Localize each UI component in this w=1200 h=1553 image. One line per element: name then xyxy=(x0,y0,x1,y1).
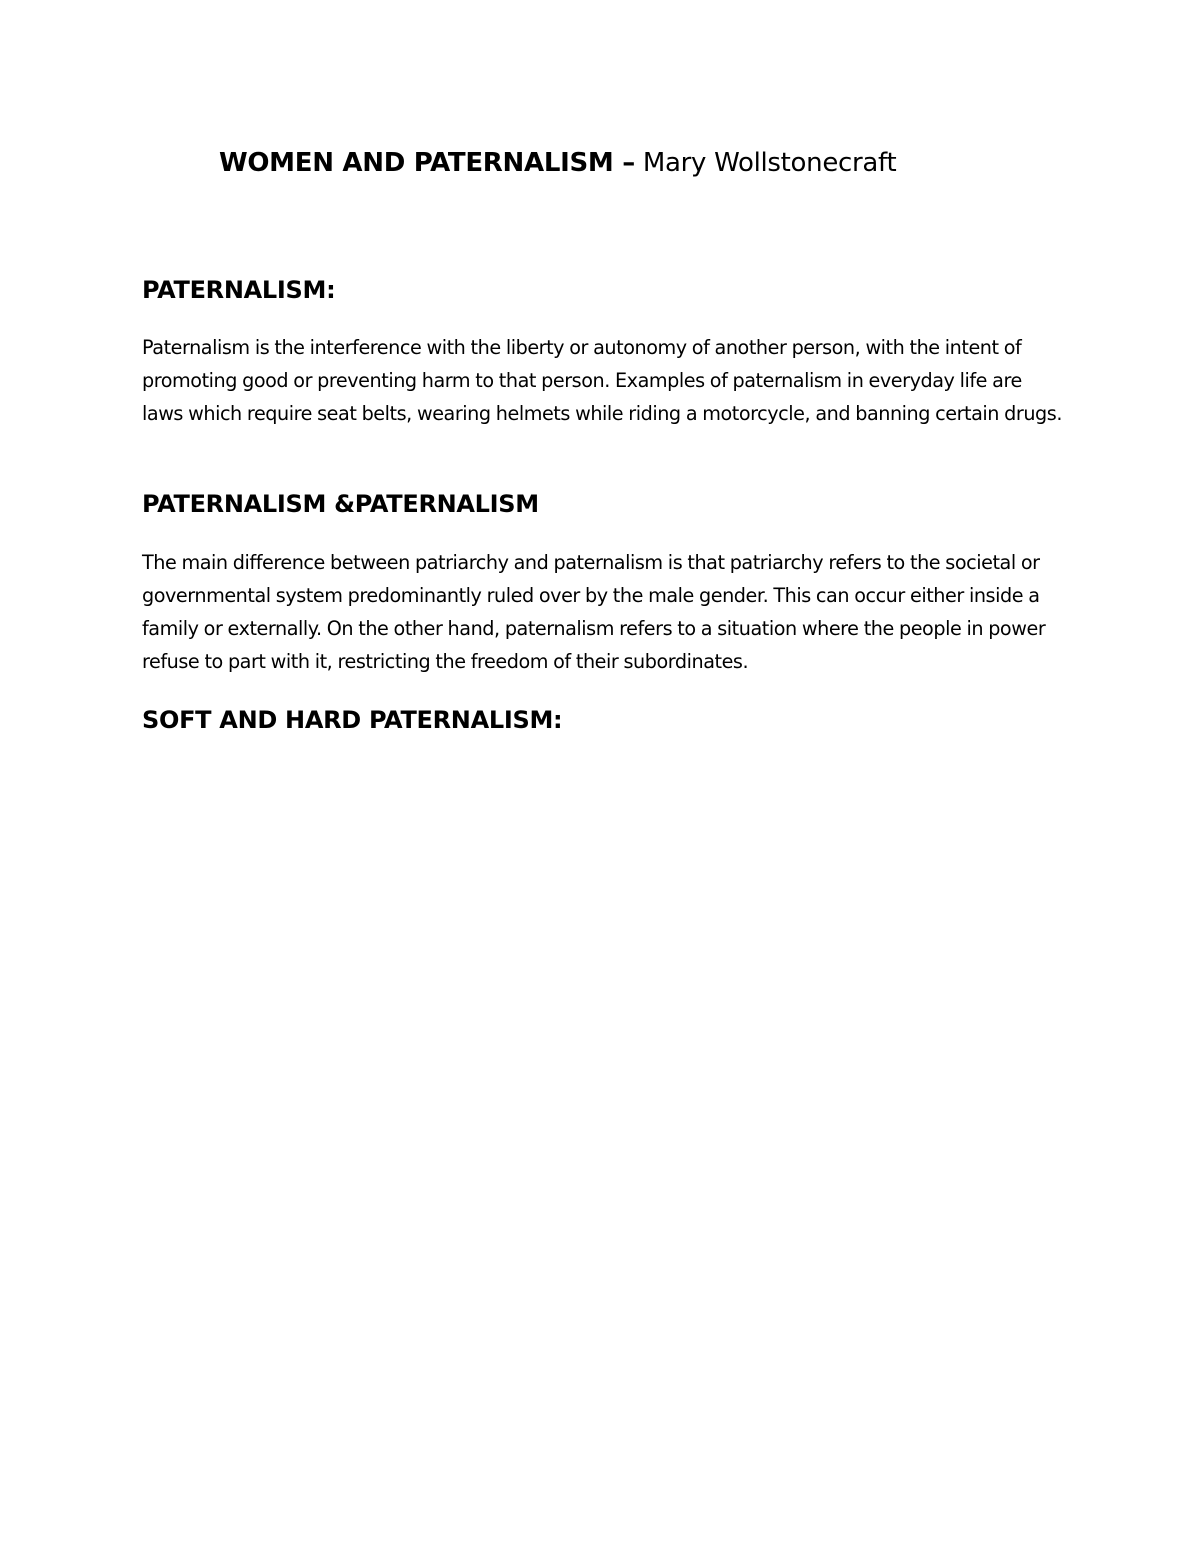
document-title xyxy=(219,146,896,180)
body-paternalism-comparison xyxy=(142,546,1062,678)
title-author-text: Mary Wollstonecraft xyxy=(642,148,897,178)
title-main-text: WOMEN AND PATERNALISM – xyxy=(219,148,635,178)
heading-paternalism: PATERNALISM: xyxy=(142,276,336,304)
heading-soft-hard-paternalism: SOFT AND HARD PATERNALISM: xyxy=(142,706,563,734)
paragraph-patriarchy-vs-paternalism: The main difference between patriarchy and paternalism is that patriarchy refers to the societal or governmental system predominantly ruled over by the male gender. This can occur either inside a family or externally. On the other hand, paternalism refers to a situation where the people in power refuse to part with it, restricting the freedom of their subordinates. xyxy=(142,551,1046,673)
paragraph-paternalism-definition: Paternalism is the interference with the liberty or autonomy of another person, with the intent of promoting good or preventing harm to that person. Examples of paternalism in everyday life are laws which require seat belts, wearing helmets while riding a motorcycle, and banning certain drugs. xyxy=(142,336,1062,425)
heading-paternalism-comparison: PATERNALISM &PATERNALISM xyxy=(142,490,539,518)
body-paternalism xyxy=(142,331,1062,430)
